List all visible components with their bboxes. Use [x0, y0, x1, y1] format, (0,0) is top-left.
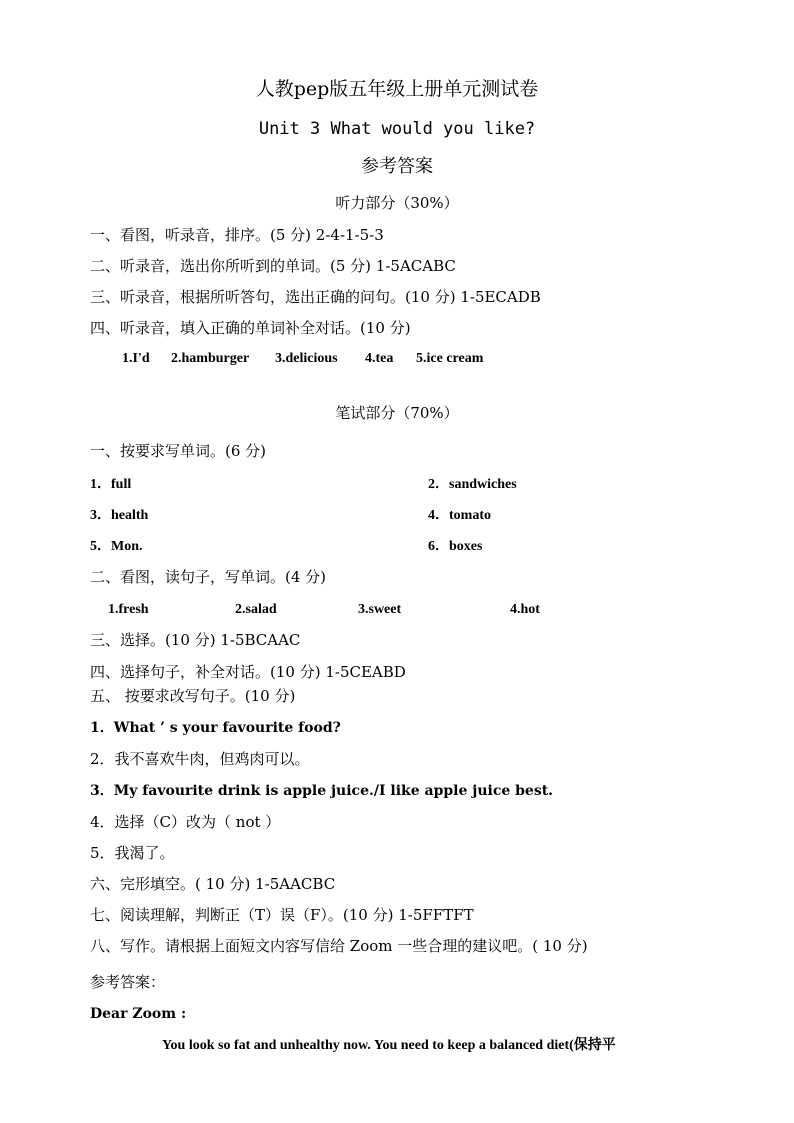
letter-greeting: Dear Zoom :	[90, 1006, 187, 1022]
writing-question-6: 六、完形填空。( 10 分) 1-5AACBC	[90, 875, 336, 893]
writing-question-2: 二、看图，读句子，写单词。(4 分)	[90, 568, 327, 586]
writing-question-1: 一、按要求写单词。(6 分)	[90, 442, 267, 460]
document-title: 人教pep版五年级上册单元测试卷	[255, 78, 539, 100]
picture-answer-1: 1.fresh	[108, 602, 149, 617]
listening-answer-5: 5.ice cream	[416, 351, 484, 366]
picture-answer-3: 3.sweet	[358, 602, 402, 617]
word-answer-6: 6．boxes	[428, 539, 483, 554]
writing-section-heading: 笔试部分（70%）	[335, 404, 459, 422]
picture-answer-4: 4.hot	[510, 602, 540, 617]
word-answer-2: 2．sandwiches	[428, 477, 517, 492]
rewrite-answer-3: 3．My favourite drink is apple juice./I like apple juice best.	[90, 783, 554, 799]
listening-answer-2: 2.hamburger	[171, 351, 250, 366]
word-answer-5: 5．Mon.	[90, 539, 143, 554]
rewrite-answer-1: 1．What ’ s your favourite food?	[90, 720, 341, 736]
rewrite-answer-2: 2．我不喜欢牛肉，但鸡肉可以。	[90, 750, 310, 768]
rewrite-answer-5: 5．我渴了。	[90, 844, 175, 862]
listening-section-heading: 听力部分（30%）	[335, 194, 459, 212]
picture-answer-2: 2.salad	[235, 602, 277, 617]
letter-body: You look so fat and unhealthy now. You need to keep a balanced diet(保持平	[162, 1038, 616, 1053]
reference-answer-label: 参考答案：	[90, 973, 166, 991]
listening-question-2: 二、听录音，选出你所听到的单词。(5 分) 1-5ACABC	[90, 257, 456, 275]
writing-question-3: 三、选择。(10 分) 1-5BCAAC	[90, 631, 301, 649]
word-answer-4: 4．tomato	[428, 508, 491, 523]
writing-question-5: 五、 按要求改写句子。(10 分)	[90, 687, 296, 705]
listening-question-3: 三、听录音，根据所听答句，选出正确的问句。(10 分) 1-5ECADB	[90, 288, 541, 306]
listening-answer-3: 3.delicious	[275, 351, 338, 366]
listening-question-1: 一、看图，听录音，排序。(5 分) 2-4-1-5-3	[90, 226, 384, 244]
answer-heading: 参考答案	[361, 156, 433, 177]
listening-answer-1: 1.I'd	[122, 351, 150, 366]
word-answer-3: 3．health	[90, 508, 149, 523]
writing-question-4: 四、选择句子，补全对话。(10 分) 1-5CEABD	[90, 663, 406, 681]
listening-answer-4: 4.tea	[365, 351, 394, 366]
unit-subtitle: Unit 3 What would you like?	[258, 119, 536, 139]
listening-question-4: 四、听录音，填入正确的单词补全对话。(10 分)	[90, 319, 411, 337]
rewrite-answer-4: 4．选择（C）改为（ not ）	[90, 813, 281, 831]
word-answer-1: 1．full	[90, 477, 132, 492]
writing-question-7: 七、阅读理解，判断正（T）误（F）。(10 分) 1-5FFTFT	[90, 906, 474, 924]
writing-question-8: 八、写作。请根据上面短文内容写信给 Zoom 一些合理的建议吧。( 10 分)	[90, 937, 588, 955]
